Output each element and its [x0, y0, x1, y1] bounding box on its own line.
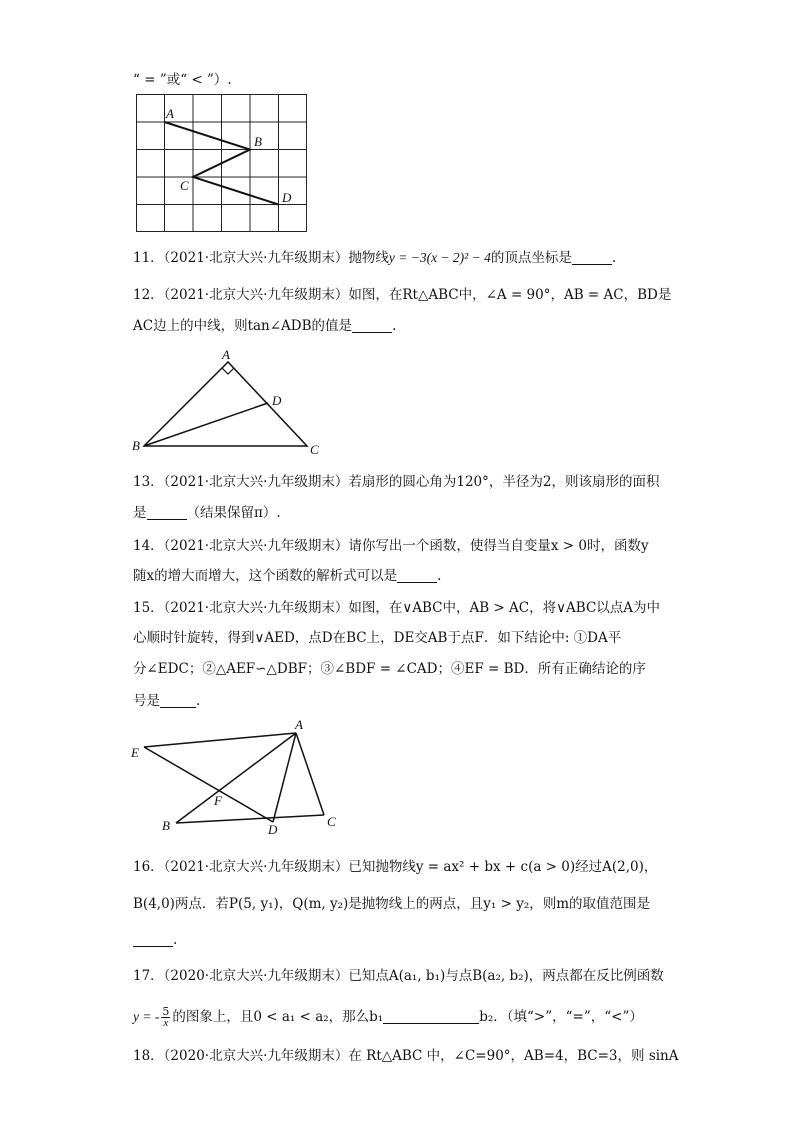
answer-blank[interactable] [352, 318, 392, 333]
label-B: B [132, 438, 140, 453]
intro-line: “ = ”或“ < ”）. [133, 72, 232, 88]
label-B: B [162, 818, 170, 833]
question-11: 11．（2021·北京大兴·九年级期末）抛物线y = −3(x − 2)² − 4的顶点坐标是 . [133, 250, 617, 266]
question-15-line2: 心顺时针旋转，得到∨AED，点D在BC上，DE交AB于点F．如下结论中: ①DA平 [133, 630, 622, 646]
label-A: A [222, 347, 230, 362]
label-D: D [268, 822, 278, 837]
answer-blank[interactable] [160, 693, 196, 708]
label-C: C [310, 442, 319, 457]
label-F: F [214, 793, 222, 808]
answer-blank[interactable] [397, 568, 437, 583]
question-16-line3: . [133, 930, 177, 950]
fraction: $\frac{5}{x}$ [162, 1005, 170, 1029]
label-A: A [295, 717, 303, 732]
question-17-line2: y = - $\frac{5}{x}$ 的图象上，且0 < a₁ < a₂，那么b₁ b₂．（填“>”，“=”，“<”） [133, 1005, 643, 1029]
grid-figure [136, 94, 308, 234]
label-B: B [254, 134, 262, 149]
question-16-line2: B(4,0)两点．若P(5, y₁)，Q(m, y₂)是抛物线上的两点，且y₁ > y₂，则m的取值范围是 [133, 896, 651, 912]
question-12-line2: AC边上的中线，则tan∠ADB的值是 . [133, 318, 397, 334]
label-A: A [166, 106, 174, 121]
question-16-line1: 16．（2021·北京大兴·九年级期末）已知抛物线y = ax² + bx + c(a > 0)经过A(2,0)， [133, 859, 658, 875]
answer-blank[interactable] [133, 932, 173, 947]
question-15-line1: 15．（2021·北京大兴·九年级期末）如图，在∨ABC中，AB > AC，将∨ABC以点A为中 [133, 600, 661, 616]
question-14-line2: 随x的增大而增大，这个函数的解析式可以是 . [133, 568, 442, 584]
label-E: E [131, 745, 139, 760]
question-15-line3: 分∠EDC；②△AEF∽△DBF；③∠BDF = ∠CAD；④EF = BD．所有正确结论的序 [133, 661, 646, 677]
label-D: D [272, 393, 282, 408]
label-C: C [327, 814, 336, 829]
label-D: D [282, 190, 292, 205]
answer-blank[interactable] [383, 1009, 479, 1024]
question-13-line1: 13．（2021·北京大兴·九年级期末）若扇形的圆心角为120°，半径为2，则该扇形的面积 [133, 474, 660, 490]
question-18-line1: 18．（2020·北京大兴·九年级期末）在 Rt△ABC 中，∠C=90°，AB=4，BC=3，则 sinA [133, 1048, 679, 1064]
question-15-line4: 号是 . [133, 693, 201, 709]
question-14-line1: 14．（2021·北京大兴·九年级期末）请你写出一个函数，使得当自变量x > 0时，函数y [133, 538, 649, 554]
triangle-figure-12 [132, 346, 332, 461]
label-C: C [180, 178, 189, 193]
question-12-line1: 12．（2021·北京大兴·九年级期末）如图，在Rt△ABC中，∠A = 90°，AB = AC，BD是 [133, 287, 672, 303]
question-17-line1: 17．（2020·北京大兴·九年级期末）已知点A(a₁, b₁)与点B(a₂, b₂)，两点都在反比例函数 [133, 968, 664, 984]
question-13-line2: 是 （结果保留π）. [133, 505, 281, 521]
answer-blank[interactable] [147, 505, 187, 520]
triangle-figure-15 [128, 716, 348, 840]
answer-blank[interactable] [572, 250, 612, 265]
